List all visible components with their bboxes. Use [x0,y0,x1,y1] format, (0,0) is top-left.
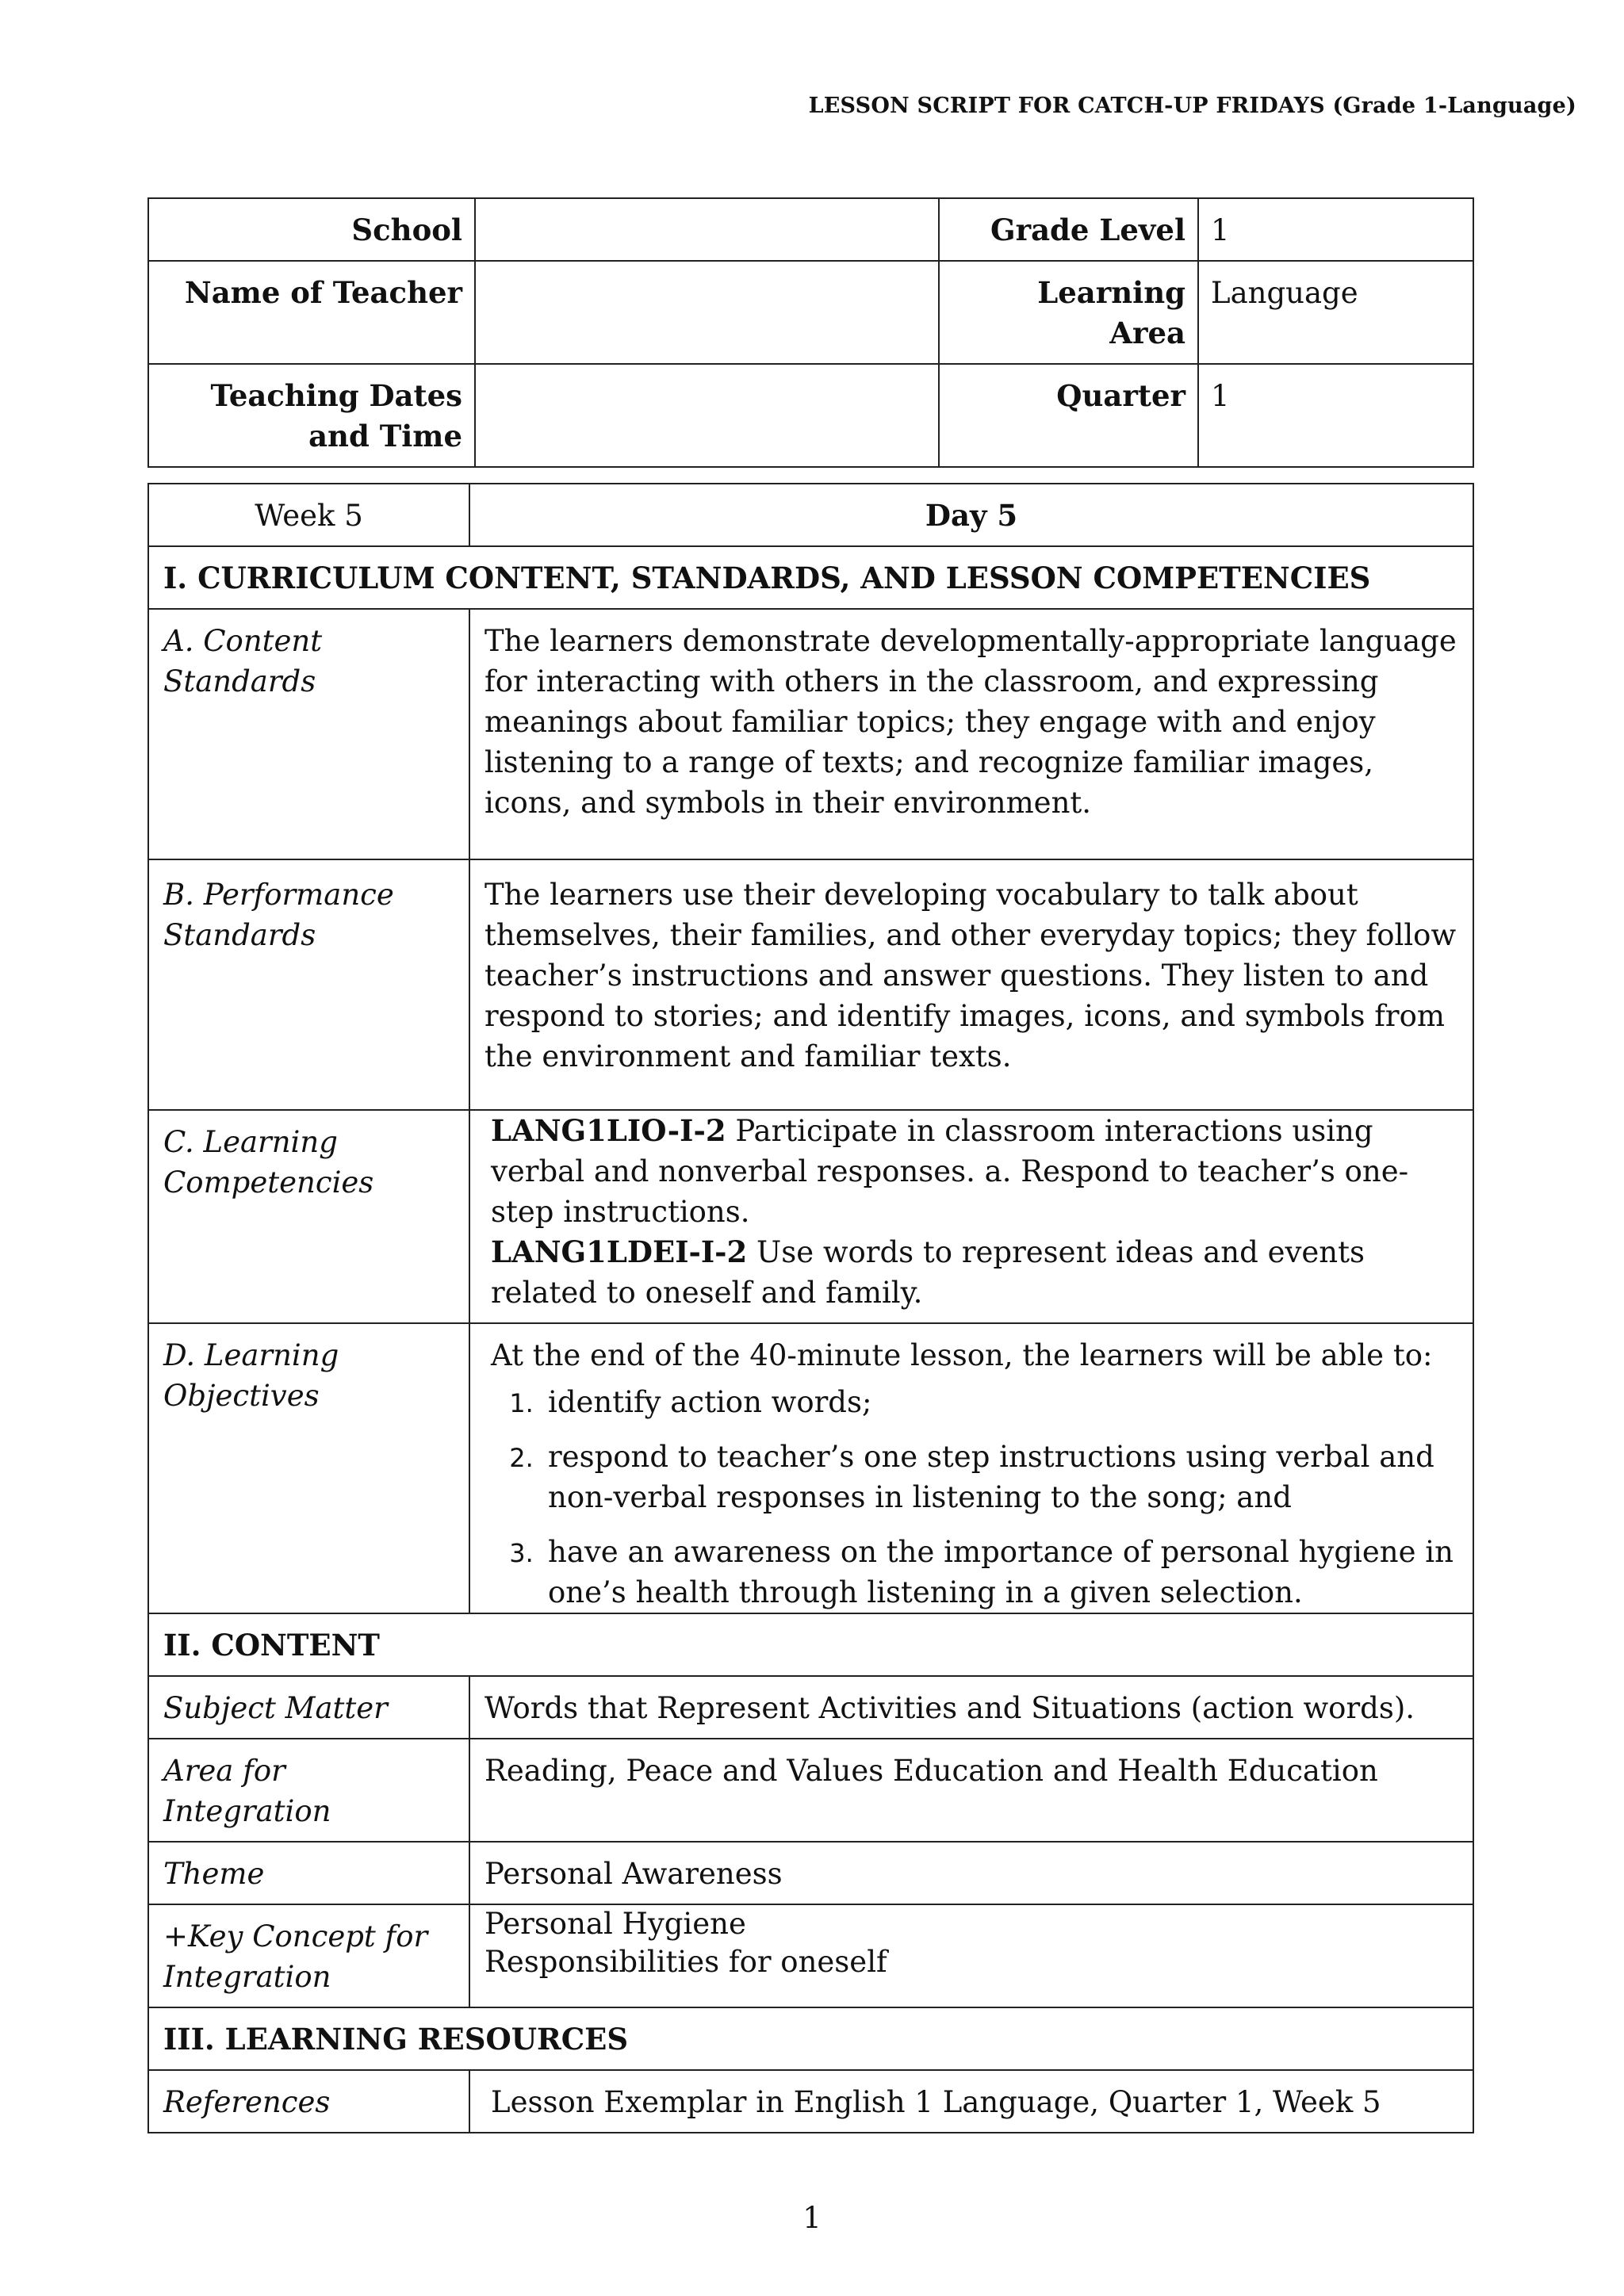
performance-standards-text: The learners use their developing vocabulary to talk about themselves, their families, and other everyday topics; they follow teacher’s instructions and answer questions. They listen to and respond to stories; and identify images, icons, and symbols from the environment and familiar texts. [469,859,1473,1110]
grade-level-label: Grade Level [939,198,1198,261]
competency2-text: Use words to represent ideas and events related to oneself and family. [491,1235,1365,1310]
key-concept-row [148,1904,1473,2007]
references-row [148,2070,1473,2133]
teacher-value [475,261,939,364]
content-standards-label: A. Content Standards [148,609,469,859]
objective-item: 2. respond to teacher’s one step instructions using verbal and non-verbal responses in listening to the song; and [542,1437,1458,1517]
week-day-row [148,484,1473,546]
integration-text: Reading, Peace and Values Education and Health Education [469,1739,1473,1842]
objectives-cell [469,1323,1473,1613]
performance-standards-label: B. Performance Standards [148,859,469,1110]
section3-title: III. LEARNING RESOURCES [148,2007,1473,2070]
content-standards-row [148,609,1473,859]
subject-matter-label: Subject Matter [148,1676,469,1739]
integration-label: Area for Integration [148,1739,469,1842]
grade-level-value: 1 [1198,198,1473,261]
objectives-label: D. Learning Objectives [148,1323,469,1613]
section-header-content [148,1613,1473,1676]
week-cell: Week 5 [148,484,469,546]
competencies-label: C. Learning Competencies [148,1110,469,1323]
references-text: Lesson Exemplar in English 1 Language, Quarter 1, Week 5 [469,2070,1473,2133]
info-row-school [148,198,1473,261]
competency1-code: LANG1LIO-I-2 [491,1113,726,1148]
quarter-value: 1 [1198,364,1473,467]
competency2-code: LANG1LDEI-I-2 [491,1234,748,1269]
performance-standards-row [148,859,1473,1110]
teacher-label: Name of Teacher [148,261,475,364]
key-concept-cell [469,1904,1473,2007]
document-header: LESSON SCRIPT FOR CATCH-UP FRIDAYS (Grade 1-Language) [808,94,1576,118]
quarter-label: Quarter [939,364,1198,467]
objective-item: 1. identify action words; [542,1382,1458,1422]
competencies-row [148,1110,1473,1323]
lesson-table [147,483,1474,2133]
theme-text: Personal Awareness [469,1842,1473,1904]
theme-row [148,1842,1473,1904]
key-concept-line2: Responsibilities for oneself [485,1945,887,1979]
school-value [475,198,939,261]
content-standards-text: The learners demonstrate developmentally-appropriate language for interacting with others in the classroom, and expressing meanings about familiar topics; they engage with and enjoy listening to a range of texts; and recognize familiar images, icons, and symbols in their environment. [469,609,1473,859]
info-table [147,197,1474,468]
objectives-intro: At the end of the 40-minute lesson, the learners will be able to: [491,1338,1433,1372]
integration-row [148,1739,1473,1842]
teaching-dates-label: Teaching Dates and Time [148,364,475,467]
competency1-text: Participate in classroom interactions using verbal and nonverbal responses. a. Respond to teacher’s one-step instructions. [491,1114,1409,1229]
learning-area-value: Language [1198,261,1473,364]
school-label: School [148,198,475,261]
theme-label: Theme [148,1842,469,1904]
objectives-row [148,1323,1473,1613]
references-label: References [148,2070,469,2133]
section1-title: I. CURRICULUM CONTENT, STANDARDS, AND LESSON COMPETENCIES [148,546,1473,609]
section-header-curriculum [148,546,1473,609]
subject-matter-row [148,1676,1473,1739]
info-row-dates [148,364,1473,467]
key-concept-line1: Personal Hygiene [485,1907,746,1941]
day-cell: Day 5 [469,484,1473,546]
info-row-teacher [148,261,1473,364]
competencies-cell [469,1110,1473,1323]
key-concept-label: +Key Concept for Integration [148,1904,469,2007]
objective-item: 3. have an awareness on the importance of personal hygiene in one’s health through listening in a given selection. [542,1532,1458,1613]
learning-area-label: Learning Area [939,261,1198,364]
objectives-list [491,1382,1458,1613]
teaching-dates-value [475,364,939,467]
section-header-resources [148,2007,1473,2070]
page-number: 1 [802,2201,822,2235]
section2-title: II. CONTENT [148,1613,1473,1676]
subject-matter-text: Words that Represent Activities and Situations (action words). [469,1676,1473,1739]
